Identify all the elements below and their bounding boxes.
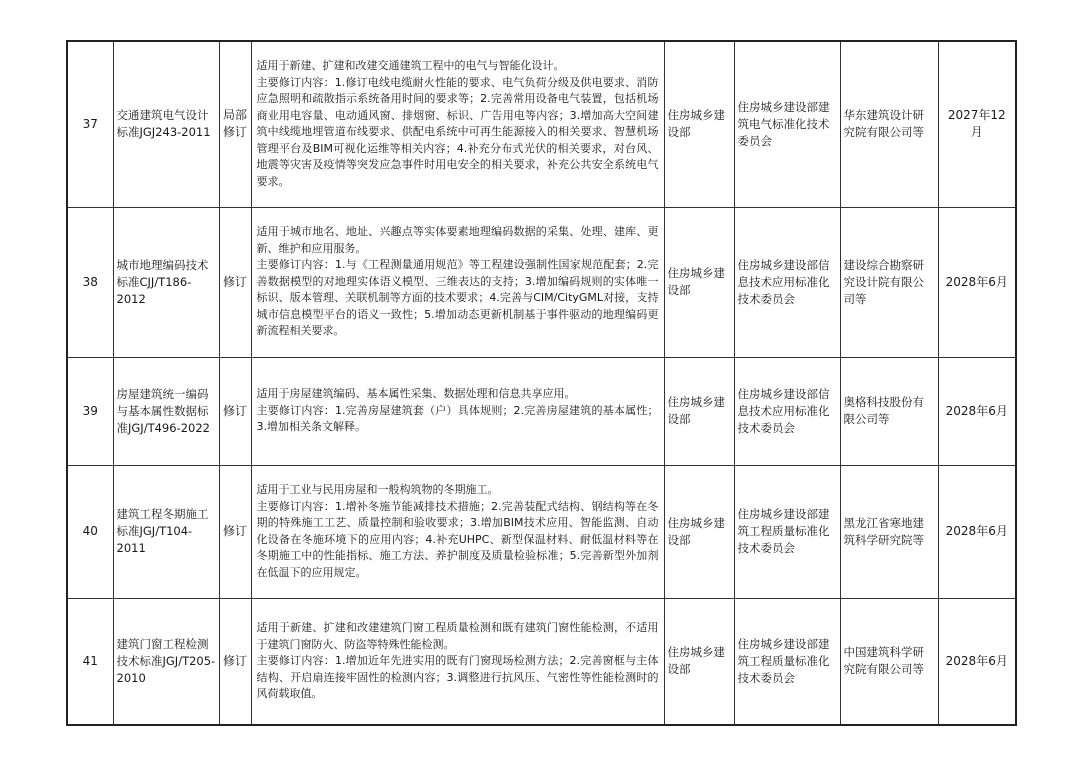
responsible-department: 住房城乡建设部 [664, 465, 734, 598]
completion-date: 2028年6月 [938, 207, 1016, 357]
drafting-unit: 奥格科技股份有限公司等 [840, 357, 938, 465]
technical-committee: 住房城乡建设部建筑工程质量标准化技术委员会 [734, 465, 840, 598]
standards-table [66, 40, 1017, 726]
drafting-unit: 建设综合勘察研究设计院有限公司等 [840, 207, 938, 357]
completion-date: 2027年12月 [938, 41, 1016, 207]
row-number: 39 [67, 357, 113, 465]
revision-type: 局部修订 [219, 41, 251, 207]
table-row [67, 207, 1016, 357]
standard-name: 建筑门窗工程检测技术标准JGJ/T205-2010 [113, 598, 219, 725]
completion-date: 2028年6月 [938, 357, 1016, 465]
row-number: 38 [67, 207, 113, 357]
responsible-department: 住房城乡建设部 [664, 598, 734, 725]
completion-date: 2028年6月 [938, 465, 1016, 598]
table-row [67, 357, 1016, 465]
table-row [67, 598, 1016, 725]
revision-type: 修订 [219, 207, 251, 357]
revision-content: 适用于新建、扩建和改建建筑门窗工程质量检测和既有建筑门窗性能检测，不适用于建筑门窗防火、防盗等特殊性能检测。 主要修订内容：1.增加近年先进实用的既有门窗现场检测方法；2.完善窗框与主体结构、开启扇连接牢固性的检测内容；3.调整进行抗风压、气密性等性能检测时的风荷载取值。 [251, 598, 664, 725]
revision-content: 适用于城市地名、地址、兴趣点等实体要素地理编码数据的采集、处理、建库、更新、维护和应用服务。 主要修订内容：1.与《工程测量通用规范》等工程建设强制性国家规范配套；2.完善数据模型的对地理实体语义模型、三维表达的支持；3.增加编码规则的实体唯一标识、版本管理、关联机制等方面的技术要求；4.完善与CIM/CityGML对接，支持城市信息模型平台的语义一致性；5.增加动态更新机制基于事件驱动的地理编码更新流程相关要求。 [251, 207, 664, 357]
row-number: 37 [67, 41, 113, 207]
drafting-unit: 中国建筑科学研究院有限公司等 [840, 598, 938, 725]
row-number: 41 [67, 598, 113, 725]
responsible-department: 住房城乡建设部 [664, 41, 734, 207]
table-row [67, 465, 1016, 598]
standard-name: 房屋建筑统一编码与基本属性数据标准JGJ/T496-2022 [113, 357, 219, 465]
revision-type: 修订 [219, 598, 251, 725]
standards-table-page [66, 40, 1015, 726]
standard-name: 交通建筑电气设计标准JGJ243-2011 [113, 41, 219, 207]
technical-committee: 住房城乡建设部信息技术应用标准化技术委员会 [734, 207, 840, 357]
drafting-unit: 黑龙江省寒地建筑科学研究院等 [840, 465, 938, 598]
table-row [67, 41, 1016, 207]
row-number: 40 [67, 465, 113, 598]
standard-name: 城市地理编码技术标准CJJ/T186-2012 [113, 207, 219, 357]
technical-committee: 住房城乡建设部信息技术应用标准化技术委员会 [734, 357, 840, 465]
revision-content: 适用于工业与民用房屋和一般构筑物的冬期施工。 主要修订内容：1.增补冬施节能减排技术措施；2.完善装配式结构、钢结构等在冬期的特殊施工工艺、质量控制和验收要求；3.增加BIM技术应用、智能监测、自动化设备在冬施环境下的应用内容；4.补充UHPC、新型保温材料、耐低温材料等在冬期施工中的性能指标、施工方法、养护制度及质量检验标准；5.完善新型外加剂在低温下的应用规定。 [251, 465, 664, 598]
completion-date: 2028年6月 [938, 598, 1016, 725]
revision-type: 修订 [219, 357, 251, 465]
standard-name: 建筑工程冬期施工标准JGJ/T104-2011 [113, 465, 219, 598]
technical-committee: 住房城乡建设部建筑工程质量标准化技术委员会 [734, 598, 840, 725]
revision-content: 适用于新建、扩建和改建交通建筑工程中的电气与智能化设计。 主要修订内容：1.修订电线电缆耐火性能的要求、电气负荷分级及供电要求、消防应急照明和疏散指示系统备用时间的要求等；2.完善常用设备电气装置，包括机场商业用电容量、电动通风窗、排烟窗、标识、广告用电等内容；3.增加高大空间建筑中线缆地埋管道布线要求、供配电系统中可再生能源接入的相关要求、智慧机场管理平台及BIM可视化运维等相关内容；4.补充分布式光伏的相关要求，对台风、地震等灾害及疫情等突发应急事件时用电安全的相关要求，补充公共安全系统电气要求。 [251, 41, 664, 207]
drafting-unit: 华东建筑设计研究院有限公司等 [840, 41, 938, 207]
responsible-department: 住房城乡建设部 [664, 207, 734, 357]
revision-type: 修订 [219, 465, 251, 598]
revision-content: 适用于房屋建筑编码、基本属性采集、数据处理和信息共享应用。 主要修订内容：1.完善房屋建筑套（户）具体规则；2.完善房屋建筑的基本属性；3.增加相关条文解释。 [251, 357, 664, 465]
technical-committee: 住房城乡建设部建筑电气标准化技术委员会 [734, 41, 840, 207]
table-body [67, 41, 1016, 725]
responsible-department: 住房城乡建设部 [664, 357, 734, 465]
